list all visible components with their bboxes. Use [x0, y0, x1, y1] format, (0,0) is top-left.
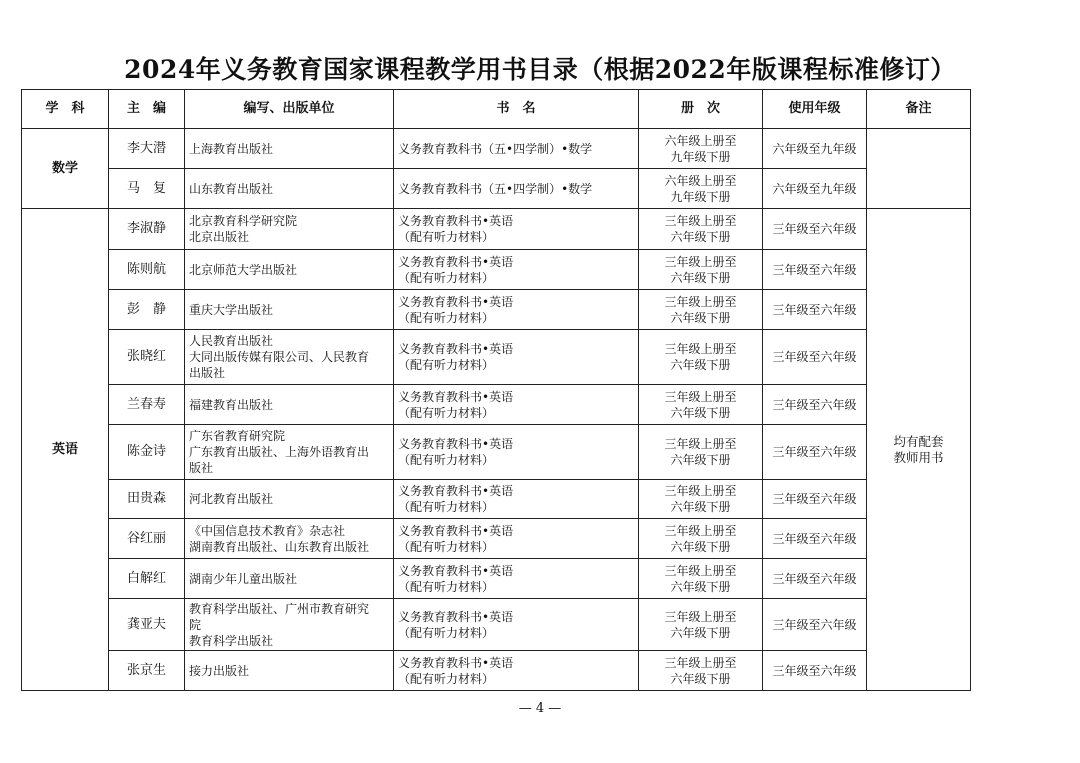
volume-cell: 三年级上册至 六年级下册 [639, 209, 763, 250]
volume-cell: 三年级上册至 六年级下册 [639, 385, 763, 425]
editor-cell: 马 复 [109, 169, 185, 209]
volume-cell: 三年级上册至 六年级下册 [639, 330, 763, 385]
volume-cell: 六年级上册至 九年级下册 [639, 169, 763, 209]
note-cell-math [867, 129, 971, 209]
editor-cell: 兰春寿 [109, 385, 185, 425]
grade-cell: 三年级至六年级 [763, 330, 867, 385]
subject-cell: 数学 [22, 129, 109, 209]
editor-cell: 田贵森 [109, 480, 185, 519]
book-cell: 义务教育教科书•英语 （配有听力材料） [394, 250, 639, 290]
volume-cell: 三年级上册至 六年级下册 [639, 290, 763, 330]
grade-cell: 三年级至六年级 [763, 480, 867, 519]
table-row [22, 425, 971, 480]
book-cell: 义务教育教科书•英语 （配有听力材料） [394, 519, 639, 559]
header-note: 备注 [867, 90, 971, 129]
book-cell: 义务教育教科书•英语 （配有听力材料） [394, 425, 639, 480]
book-cell: 义务教育教科书•英语 （配有听力材料） [394, 559, 639, 599]
page-number: — 4 — [518, 701, 562, 716]
note-cell: 均有配套 教师用书 [867, 209, 971, 691]
publisher-cell: 北京师范大学出版社 [185, 250, 394, 290]
volume-cell: 三年级上册至 六年级下册 [639, 559, 763, 599]
book-cell: 义务教育教科书•英语 （配有听力材料） [394, 209, 639, 250]
table-row [22, 209, 971, 250]
volume-cell: 三年级上册至 六年级下册 [639, 599, 763, 651]
grade-cell: 三年级至六年级 [763, 599, 867, 651]
table-row [22, 385, 971, 425]
editor-cell: 李淑静 [109, 209, 185, 250]
table-row [22, 599, 971, 651]
publisher-cell: 北京教育科学研究院 北京出版社 [185, 209, 394, 250]
book-cell: 义务教育教科书•英语 （配有听力材料） [394, 599, 639, 651]
table-row [22, 290, 971, 330]
editor-cell: 龚亚夫 [109, 599, 185, 651]
grade-cell: 三年级至六年级 [763, 290, 867, 330]
publisher-cell: 教育科学出版社、广州市教育研究 院 教育科学出版社 [185, 599, 394, 651]
table-row [22, 519, 971, 559]
table-row [22, 651, 971, 691]
publisher-cell: 人民教育出版社 大同出版传媒有限公司、人民教育 出版社 [185, 330, 394, 385]
table-row [22, 250, 971, 290]
editor-cell: 谷红丽 [109, 519, 185, 559]
table-row [22, 480, 971, 519]
publisher-cell: 重庆大学出版社 [185, 290, 394, 330]
table-row [22, 559, 971, 599]
volume-cell: 三年级上册至 六年级下册 [639, 651, 763, 691]
grade-cell: 六年级至九年级 [763, 169, 867, 209]
book-cell: 义务教育教科书•英语 （配有听力材料） [394, 651, 639, 691]
catalog-table [21, 89, 971, 691]
editor-cell: 陈金诗 [109, 425, 185, 480]
grade-cell: 三年级至六年级 [763, 559, 867, 599]
volume-cell: 三年级上册至 六年级下册 [639, 519, 763, 559]
volume-cell: 三年级上册至 六年级下册 [639, 250, 763, 290]
table-row [22, 169, 971, 209]
book-cell: 义务教育教科书•英语 （配有听力材料） [394, 385, 639, 425]
header-publisher: 编写、出版单位 [185, 90, 394, 129]
header-editor: 主 编 [109, 90, 185, 129]
grade-cell: 三年级至六年级 [763, 209, 867, 250]
header-volume: 册 次 [639, 90, 763, 129]
book-cell: 义务教育教科书（五•四学制）•数学 [394, 129, 639, 169]
header-subject: 学 科 [22, 90, 109, 129]
publisher-cell: 接力出版社 [185, 651, 394, 691]
grade-cell: 六年级至九年级 [763, 129, 867, 169]
publisher-cell: 山东教育出版社 [185, 169, 394, 209]
publisher-cell: 福建教育出版社 [185, 385, 394, 425]
page-title: 2024年义务教育国家课程教学用书目录（根据2022年版课程标准修订） [124, 55, 956, 84]
publisher-cell: 上海教育出版社 [185, 129, 394, 169]
header-grade: 使用年级 [763, 90, 867, 129]
book-cell: 义务教育教科书•英语 （配有听力材料） [394, 480, 639, 519]
editor-cell: 陈则航 [109, 250, 185, 290]
editor-cell: 白解红 [109, 559, 185, 599]
grade-cell: 三年级至六年级 [763, 250, 867, 290]
editor-cell: 张晓红 [109, 330, 185, 385]
grade-cell: 三年级至六年级 [763, 425, 867, 480]
publisher-cell: 广东省教育研究院 广东教育出版社、上海外语教育出 版社 [185, 425, 394, 480]
publisher-cell: 湖南少年儿童出版社 [185, 559, 394, 599]
book-cell: 义务教育教科书•英语 （配有听力材料） [394, 290, 639, 330]
table-row [22, 330, 971, 385]
header-row [22, 90, 971, 129]
book-cell: 义务教育教科书•英语 （配有听力材料） [394, 330, 639, 385]
editor-cell: 李大潜 [109, 129, 185, 169]
grade-cell: 三年级至六年级 [763, 385, 867, 425]
grade-cell: 三年级至六年级 [763, 519, 867, 559]
editor-cell: 张京生 [109, 651, 185, 691]
book-cell: 义务教育教科书（五•四学制）•数学 [394, 169, 639, 209]
publisher-cell: 河北教育出版社 [185, 480, 394, 519]
volume-cell: 三年级上册至 六年级下册 [639, 480, 763, 519]
volume-cell: 六年级上册至 九年级下册 [639, 129, 763, 169]
subject-cell: 英语 [22, 209, 109, 691]
volume-cell: 三年级上册至 六年级下册 [639, 425, 763, 480]
publisher-cell: 《中国信息技术教育》杂志社 湖南教育出版社、山东教育出版社 [185, 519, 394, 559]
header-book: 书 名 [394, 90, 639, 129]
table-row [22, 129, 971, 169]
editor-cell: 彭 静 [109, 290, 185, 330]
grade-cell: 三年级至六年级 [763, 651, 867, 691]
